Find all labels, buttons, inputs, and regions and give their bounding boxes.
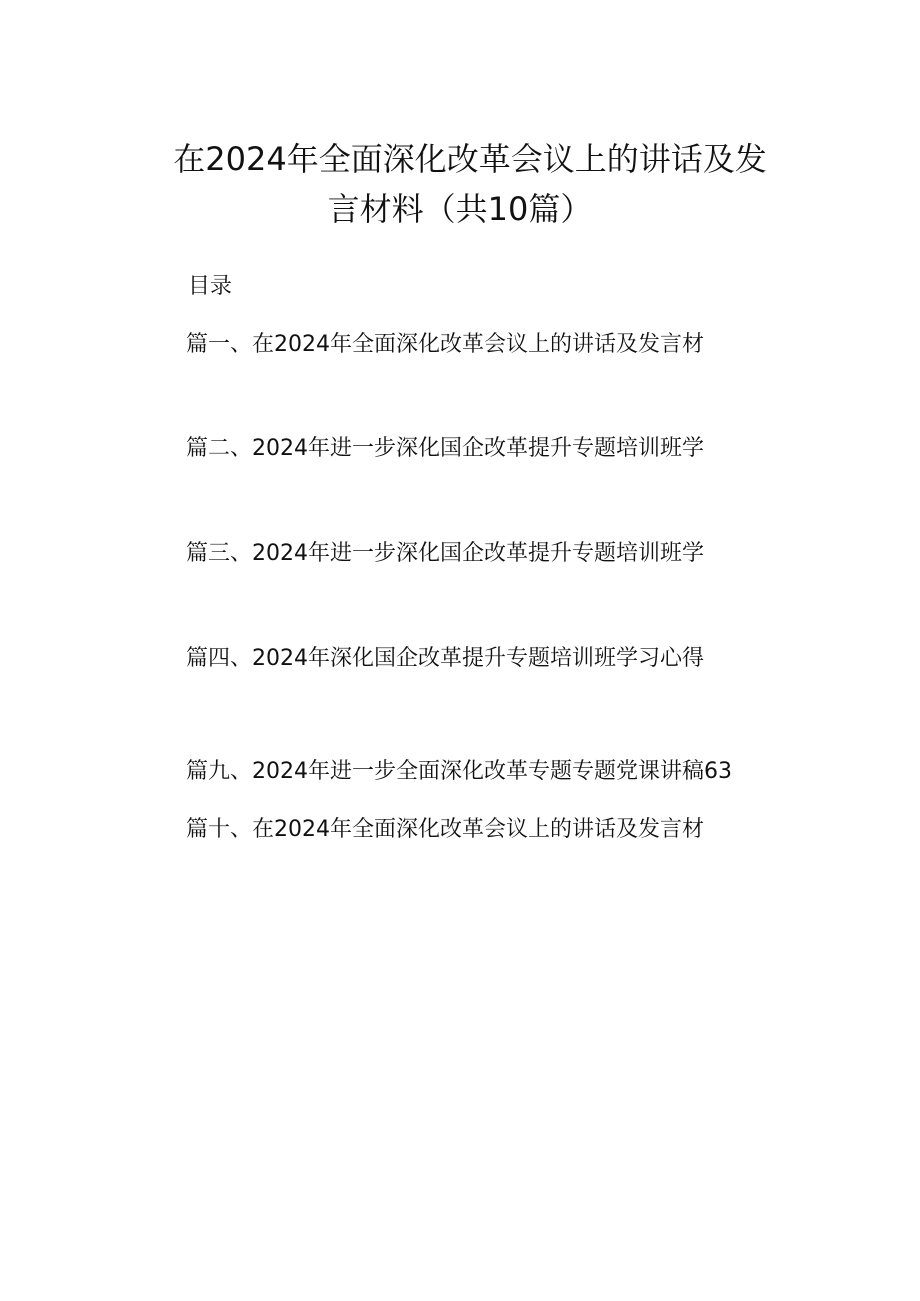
document-title-line-2: 言材料（共10篇） (327, 190, 593, 228)
toc-heading: 目录 (188, 274, 233, 299)
toc-item[interactable]: 篇二、2024年进一步深化国企改革提升专题培训班学 (186, 436, 704, 461)
document-title-line-1: 在2024年全面深化改革会议上的讲话及发 (173, 140, 767, 178)
toc-item[interactable]: 篇三、2024年进一步深化国企改革提升专题培训班学 (186, 541, 704, 566)
toc-item[interactable]: 篇一、在2024年全面深化改革会议上的讲话及发言材 (186, 332, 704, 357)
toc-item[interactable]: 篇九、2024年进一步全面深化改革专题专题党课讲稿63 (186, 759, 732, 784)
toc-item[interactable]: 篇十、在2024年全面深化改革会议上的讲话及发言材 (186, 817, 704, 842)
toc-item[interactable]: 篇四、2024年深化国企改革提升专题培训班学习心得 (186, 646, 704, 671)
